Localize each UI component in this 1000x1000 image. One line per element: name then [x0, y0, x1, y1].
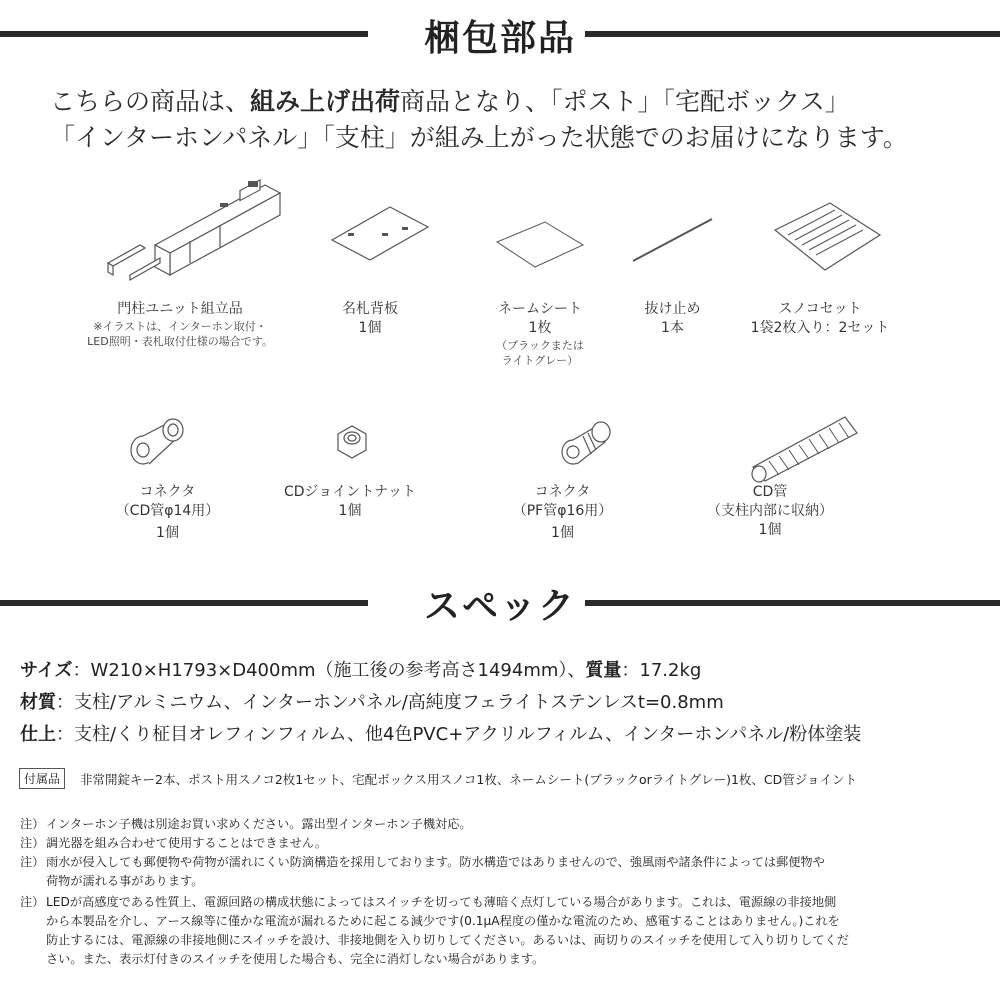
intro-highlight: 組み上げ出荷: [250, 87, 401, 116]
spec-label: 材質: [20, 692, 56, 713]
section-divider-left: [0, 600, 368, 606]
item-cd-tube: [695, 483, 845, 540]
item-connector-cd: [95, 483, 240, 543]
accessories-text: 非常開錠キー2本、ポスト用スノコ2枚1セット、宅配ボックス用スノコ1枚、ネームシート(ブラックorライトグレー)1枚、CD管ジョイント: [80, 772, 858, 787]
item-qty: 1枚: [528, 320, 552, 336]
item-note: （ブラックまたは: [496, 339, 584, 352]
stopper-illustration: [630, 215, 715, 265]
item-name-sheet: [480, 300, 600, 368]
connector-cd-illustration: [125, 410, 190, 470]
item-slat-set: [740, 300, 900, 338]
item-name: スノコセット: [778, 301, 862, 317]
section-divider-left: [0, 31, 368, 37]
intro-line-2: 「インターホンパネル」「支柱」が組み上がった状態でのお届けになります。: [50, 123, 908, 152]
cd-tube-illustration: [745, 405, 865, 485]
item-sub: （支柱内部に収納）: [707, 503, 833, 519]
item-name: CDジョイントナット: [284, 484, 416, 500]
gate-unit-illustration: [100, 175, 285, 290]
item-connector-pf: [490, 483, 635, 543]
item-qty: 1袋2枚入り：2セット: [750, 320, 890, 336]
item-name: 抜け止め: [644, 301, 701, 317]
item-nameplate-back: [320, 300, 420, 338]
section-title-spec: スペック: [423, 586, 576, 627]
item-note: ※イラストは、インターホン取付・: [93, 320, 267, 333]
item-name: コネクタ: [139, 484, 196, 500]
item-qty: 1個: [758, 522, 782, 538]
item-name: ネームシート: [498, 301, 582, 317]
item-sub: （CD管φ14用）: [115, 503, 220, 519]
item-name: CD管: [752, 484, 788, 500]
section-title-packing: 梱包部品: [423, 18, 576, 59]
item-qty: 1個: [551, 525, 574, 541]
item-note: LED照明・表札取付仕様の場合です。: [87, 335, 273, 348]
item-qty: 1本: [661, 320, 684, 336]
item-note: ライトグレー）: [501, 354, 579, 367]
item-qty: 1個: [338, 503, 362, 519]
spec-finish: 仕上：支柱/くり柾目オレフィンフィルム、他4色PVC+アクリルフィルム、インターホンパネル/粉体塗装: [20, 724, 862, 745]
section-divider-right: [585, 31, 1000, 37]
item-qty: 1個: [358, 320, 382, 336]
spec-label: 質量: [585, 660, 622, 681]
spec-label: 仕上: [20, 724, 56, 745]
item-qty: 1個: [156, 525, 179, 541]
spec-material: 材質：支柱/アルミニウム、インターホンパネル/高純度フェライトステンレスt=0.8mm: [20, 692, 724, 713]
spec-label: サイズ: [20, 660, 73, 681]
connector-pf-illustration: [555, 410, 615, 470]
item-stopper: [625, 300, 720, 338]
item-name: 名札背板: [342, 301, 398, 317]
intro-line-1: こちらの商品は、組み上げ出荷商品となり、「ポスト」「宅配ボックス」: [50, 87, 850, 116]
accessories-label: 付属品: [19, 768, 65, 789]
cd-joint-nut-illustration: [330, 420, 375, 465]
item-gate-unit: [60, 300, 300, 349]
section-divider-right: [585, 600, 1000, 606]
name-sheet-illustration: [495, 220, 585, 270]
slat-set-illustration: [770, 200, 885, 280]
item-cd-joint-nut: [265, 483, 435, 521]
nameplate-back-illustration: [330, 205, 430, 265]
item-name: 門柱ユニット組立品: [117, 301, 243, 317]
spec-size-weight: サイズ：W210×H1793×D400mm（施工後の参考高さ1494mm）、質量：17.2kg: [20, 660, 702, 681]
item-sub: （PF管φ16用）: [512, 503, 613, 519]
item-name: コネクタ: [534, 484, 591, 500]
